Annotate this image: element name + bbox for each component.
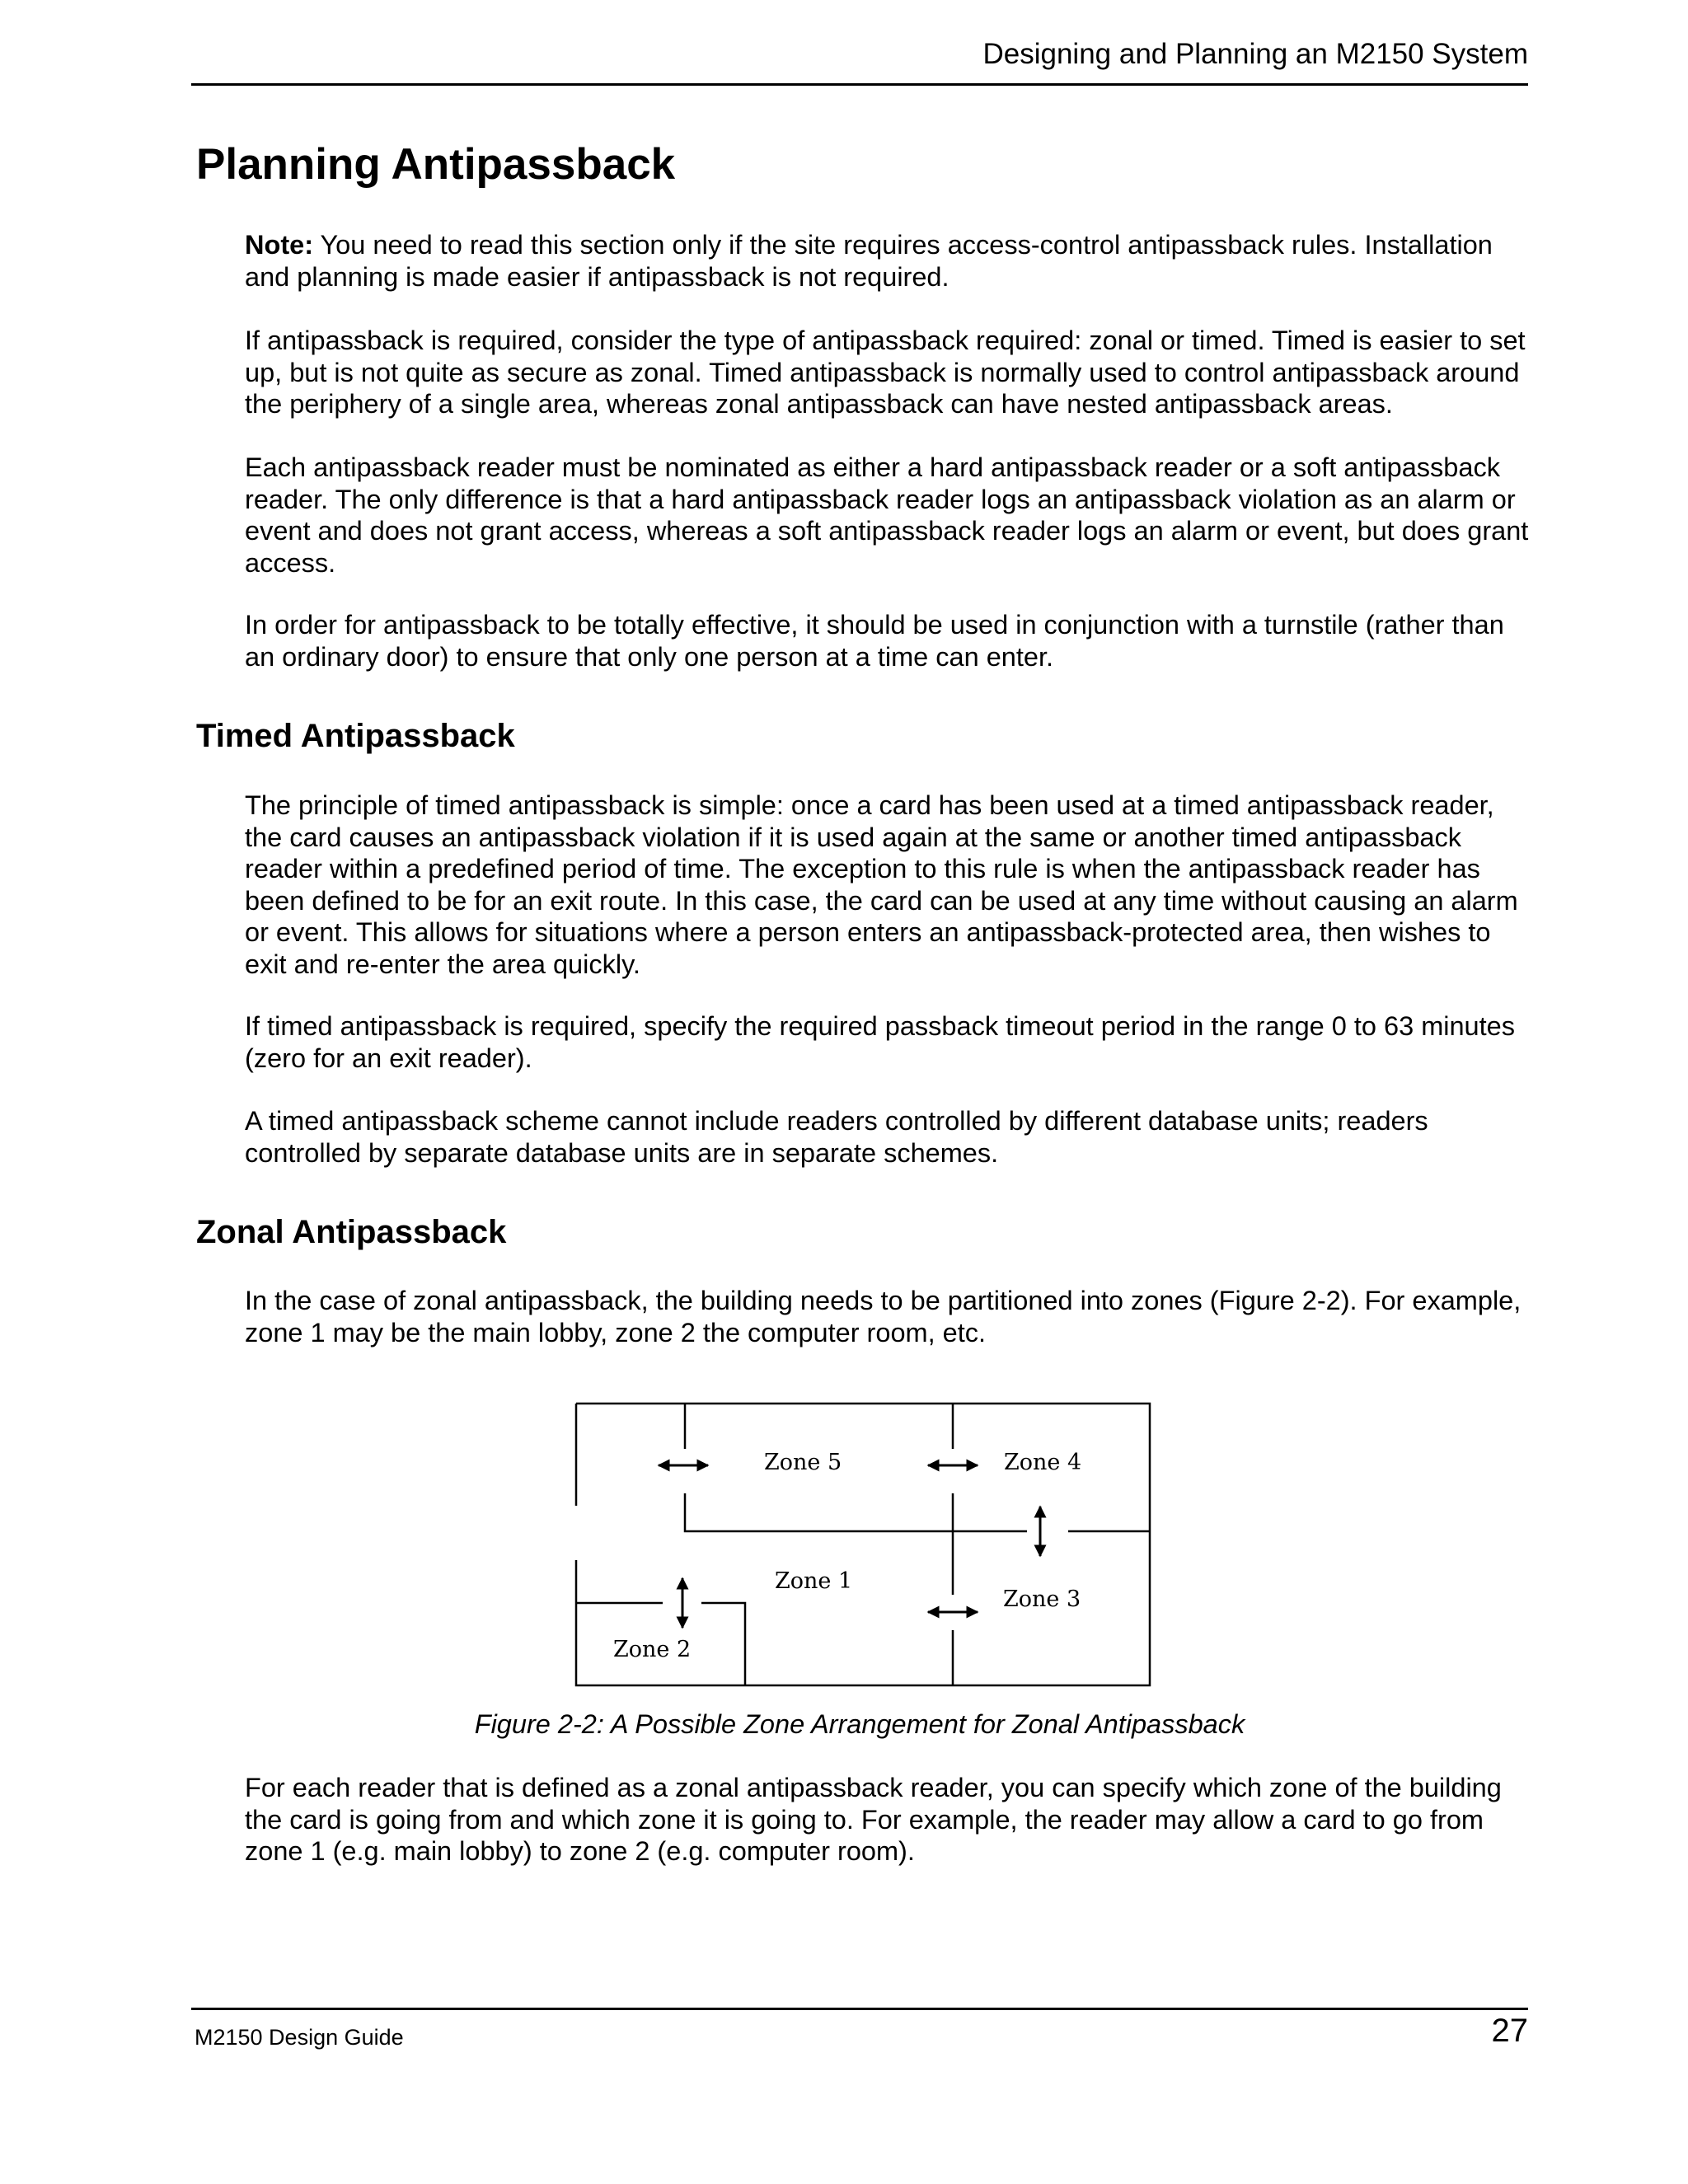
wall-zone2-top-right bbox=[701, 1603, 745, 1685]
header-rule bbox=[191, 83, 1528, 86]
timed-paragraph-1: The principle of timed antipassback is simple: once a card has been used at a timed antipassback reader, the card causes an antipassback violation if it is used again at the same or another timed antipassback reader within a predefined period of time. The exception to this rule is when the antipassback reader has been defined to be for an exit route. In this case, the card can be used at any time without causing an alarm or event. This allows for situations where a person enters an antipassback-protected area, then wishes to exit and re-enter the area quickly. bbox=[245, 790, 1518, 979]
zone-4-label: Zone 4 bbox=[1004, 1450, 1082, 1475]
running-header: Designing and Planning an M2150 System bbox=[982, 38, 1528, 70]
note-label: Note: bbox=[245, 230, 314, 260]
zone-arrangement-figure bbox=[574, 1401, 1152, 1690]
zone-5-label: Zone 5 bbox=[764, 1450, 842, 1475]
note-paragraph bbox=[245, 229, 1537, 293]
intro-paragraph-2: Each antipassback reader must be nominated as either a hard antipassback reader or a soft antipassback reader. The only difference is that a hard antipassback reader logs an antipassback violation as an alarm or event and does not grant access, whereas a soft antipassback reader logs an alarm or event, but does grant access. bbox=[245, 452, 1529, 578]
intro-paragraph-3: In order for antipassback to be totally effective, it should be used in conjunction with a turnstile (rather than an ordinary door) to ensure that only one person at a time can enter. bbox=[245, 610, 1504, 672]
timed-paragraph-2: If timed antipassback is required, specify the required passback timeout period in the range 0 to 63 minutes (zero for an exit reader). bbox=[245, 1011, 1515, 1073]
footer-document-title: M2150 Design Guide bbox=[195, 2025, 404, 2050]
zone-2-label: Zone 2 bbox=[613, 1637, 692, 1662]
intro-paragraph-1: If antipassback is required, consider the type of antipassback required: zonal or timed. Timed is easier to set up, but is not quite as secure as zonal. Timed antipassback is normally used to control antipassback around the periphery of a single area, whereas zonal antipassback can have nested antipassback areas. bbox=[245, 326, 1526, 419]
timed-antipassback-heading: Timed Antipassback bbox=[196, 718, 515, 754]
zone-diagram bbox=[574, 1401, 1152, 1690]
zonal-antipassback-heading: Zonal Antipassback bbox=[196, 1214, 507, 1250]
figure-caption: Figure 2-2: A Possible Zone Arrangement for Zonal Antipassback bbox=[474, 1709, 1245, 1739]
note-text: You need to read this section only if the site requires access-control antipassback rules. Installation and planning is made easier if antipassback is not required. bbox=[245, 230, 1493, 292]
section-title: Planning Antipassback bbox=[196, 140, 676, 189]
page-number: 27 bbox=[1491, 2013, 1528, 2049]
footer-rule bbox=[191, 2008, 1528, 2010]
zone-1-label: Zone 1 bbox=[775, 1568, 853, 1594]
wall-zone5-bottom bbox=[685, 1493, 1027, 1531]
zonal-paragraph-2: For each reader that is defined as a zonal antipassback reader, you can specify which zone of the building the card is going from and which zone it is going to. For example, the reader may allow a card to go from zone 1 (e.g. main lobby) to zone 2 (e.g. computer room). bbox=[245, 1773, 1502, 1866]
zone-3-label: Zone 3 bbox=[1003, 1586, 1081, 1612]
zonal-paragraph-1: In the case of zonal antipassback, the building needs to be partitioned into zones (Figure 2-2). For example, zone 1 may be the main lobby, zone 2 the computer room, etc. bbox=[245, 1286, 1522, 1347]
timed-paragraph-3: A timed antipassback scheme cannot include readers controlled by different database units; readers controlled by separate database units are in separate schemes. bbox=[245, 1106, 1428, 1168]
